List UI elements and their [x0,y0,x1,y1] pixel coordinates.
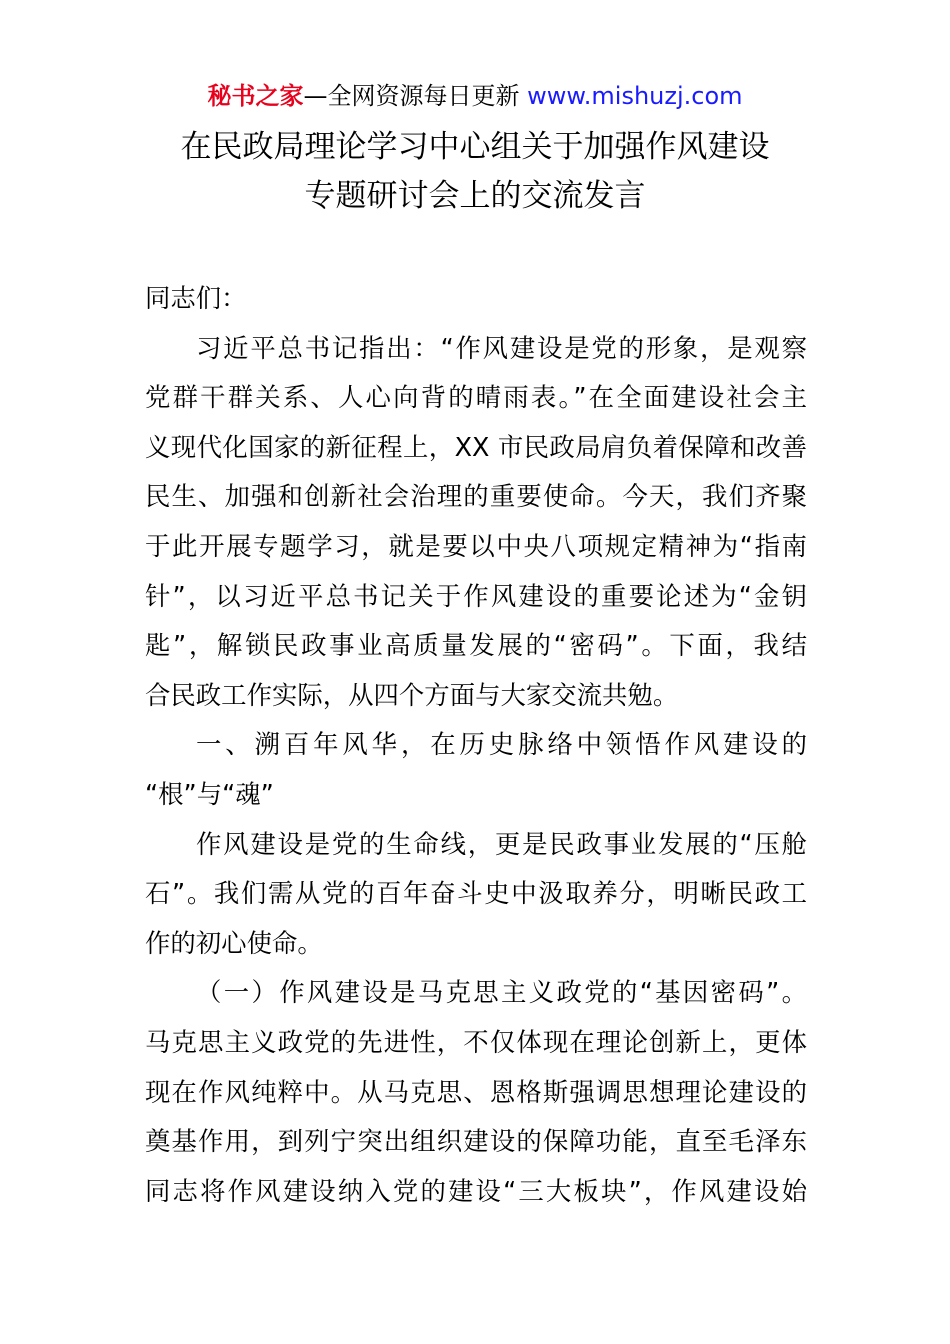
paragraph-line: 同志将作风建设纳入党的建设“三大板块”，作风建设始 [145,1175,807,1206]
brand-name: 秘书之家 [207,82,304,110]
paragraph-line: 匙”，解锁民政事业高质量发展的“密码”。下面，我结 [145,630,807,661]
subsection-heading-line: （一）作风建设是马克思主义政党的“基因密码”。 [196,977,807,1008]
document-title-line-1: 在民政局理论学习中心组关于加强作风建设 [180,129,770,165]
paragraph-line: 义现代化国家的新征程上，XX 市民政局肩负着保障和改善 [145,431,807,462]
document-body [145,274,807,1216]
section-heading-line: “根”与“魂” [145,778,274,809]
paragraph-line: 民生、加强和创新社会治理的重要使命。今天，我们齐聚 [145,481,807,512]
paragraph-line: 现在作风纯粹中。从马克思、恩格斯强调思想理论建设的 [145,1076,807,1107]
salutation: 同志们： [145,283,247,313]
header-tagline: —全网资源每日更新 [303,82,528,110]
paragraph-line: 马克思主义政党的先进性，不仅体现在理论创新上，更体 [145,1026,807,1057]
paragraph-line: 作风建设是党的生命线，更是民政事业发展的“压舱 [196,828,807,859]
paragraph-line: 奠基作用，到列宁突出组织建设的保障功能，直至毛泽东 [145,1126,807,1157]
paragraph-line: 作的初心使命。 [145,927,323,958]
site-header-banner [0,80,950,112]
paragraph-line: 于此开展专题学习，就是要以中央八项规定精神为“指南 [145,530,807,561]
paragraph-line: 石”。我们需从党的百年奋斗史中汲取养分，明晰民政工 [145,878,807,909]
document-title-line-2: 专题研讨会上的交流发言 [304,178,646,214]
paragraph-line: 针”，以习近平总书记关于作风建设的重要论述为“金钥 [145,580,807,611]
paragraph-line: 合民政工作实际，从四个方面与大家交流共勉。 [145,679,679,710]
site-url-link[interactable]: www.mishuzj.com [527,82,743,110]
paragraph-line: 党群干群关系、人心向背的晴雨表。”在全面建设社会主 [145,382,807,413]
paragraph-line: 习近平总书记指出：“作风建设是党的形象，是观察 [196,332,807,363]
section-heading-line: 一、溯百年风华，在历史脉络中领悟作风建设的 [196,729,807,760]
